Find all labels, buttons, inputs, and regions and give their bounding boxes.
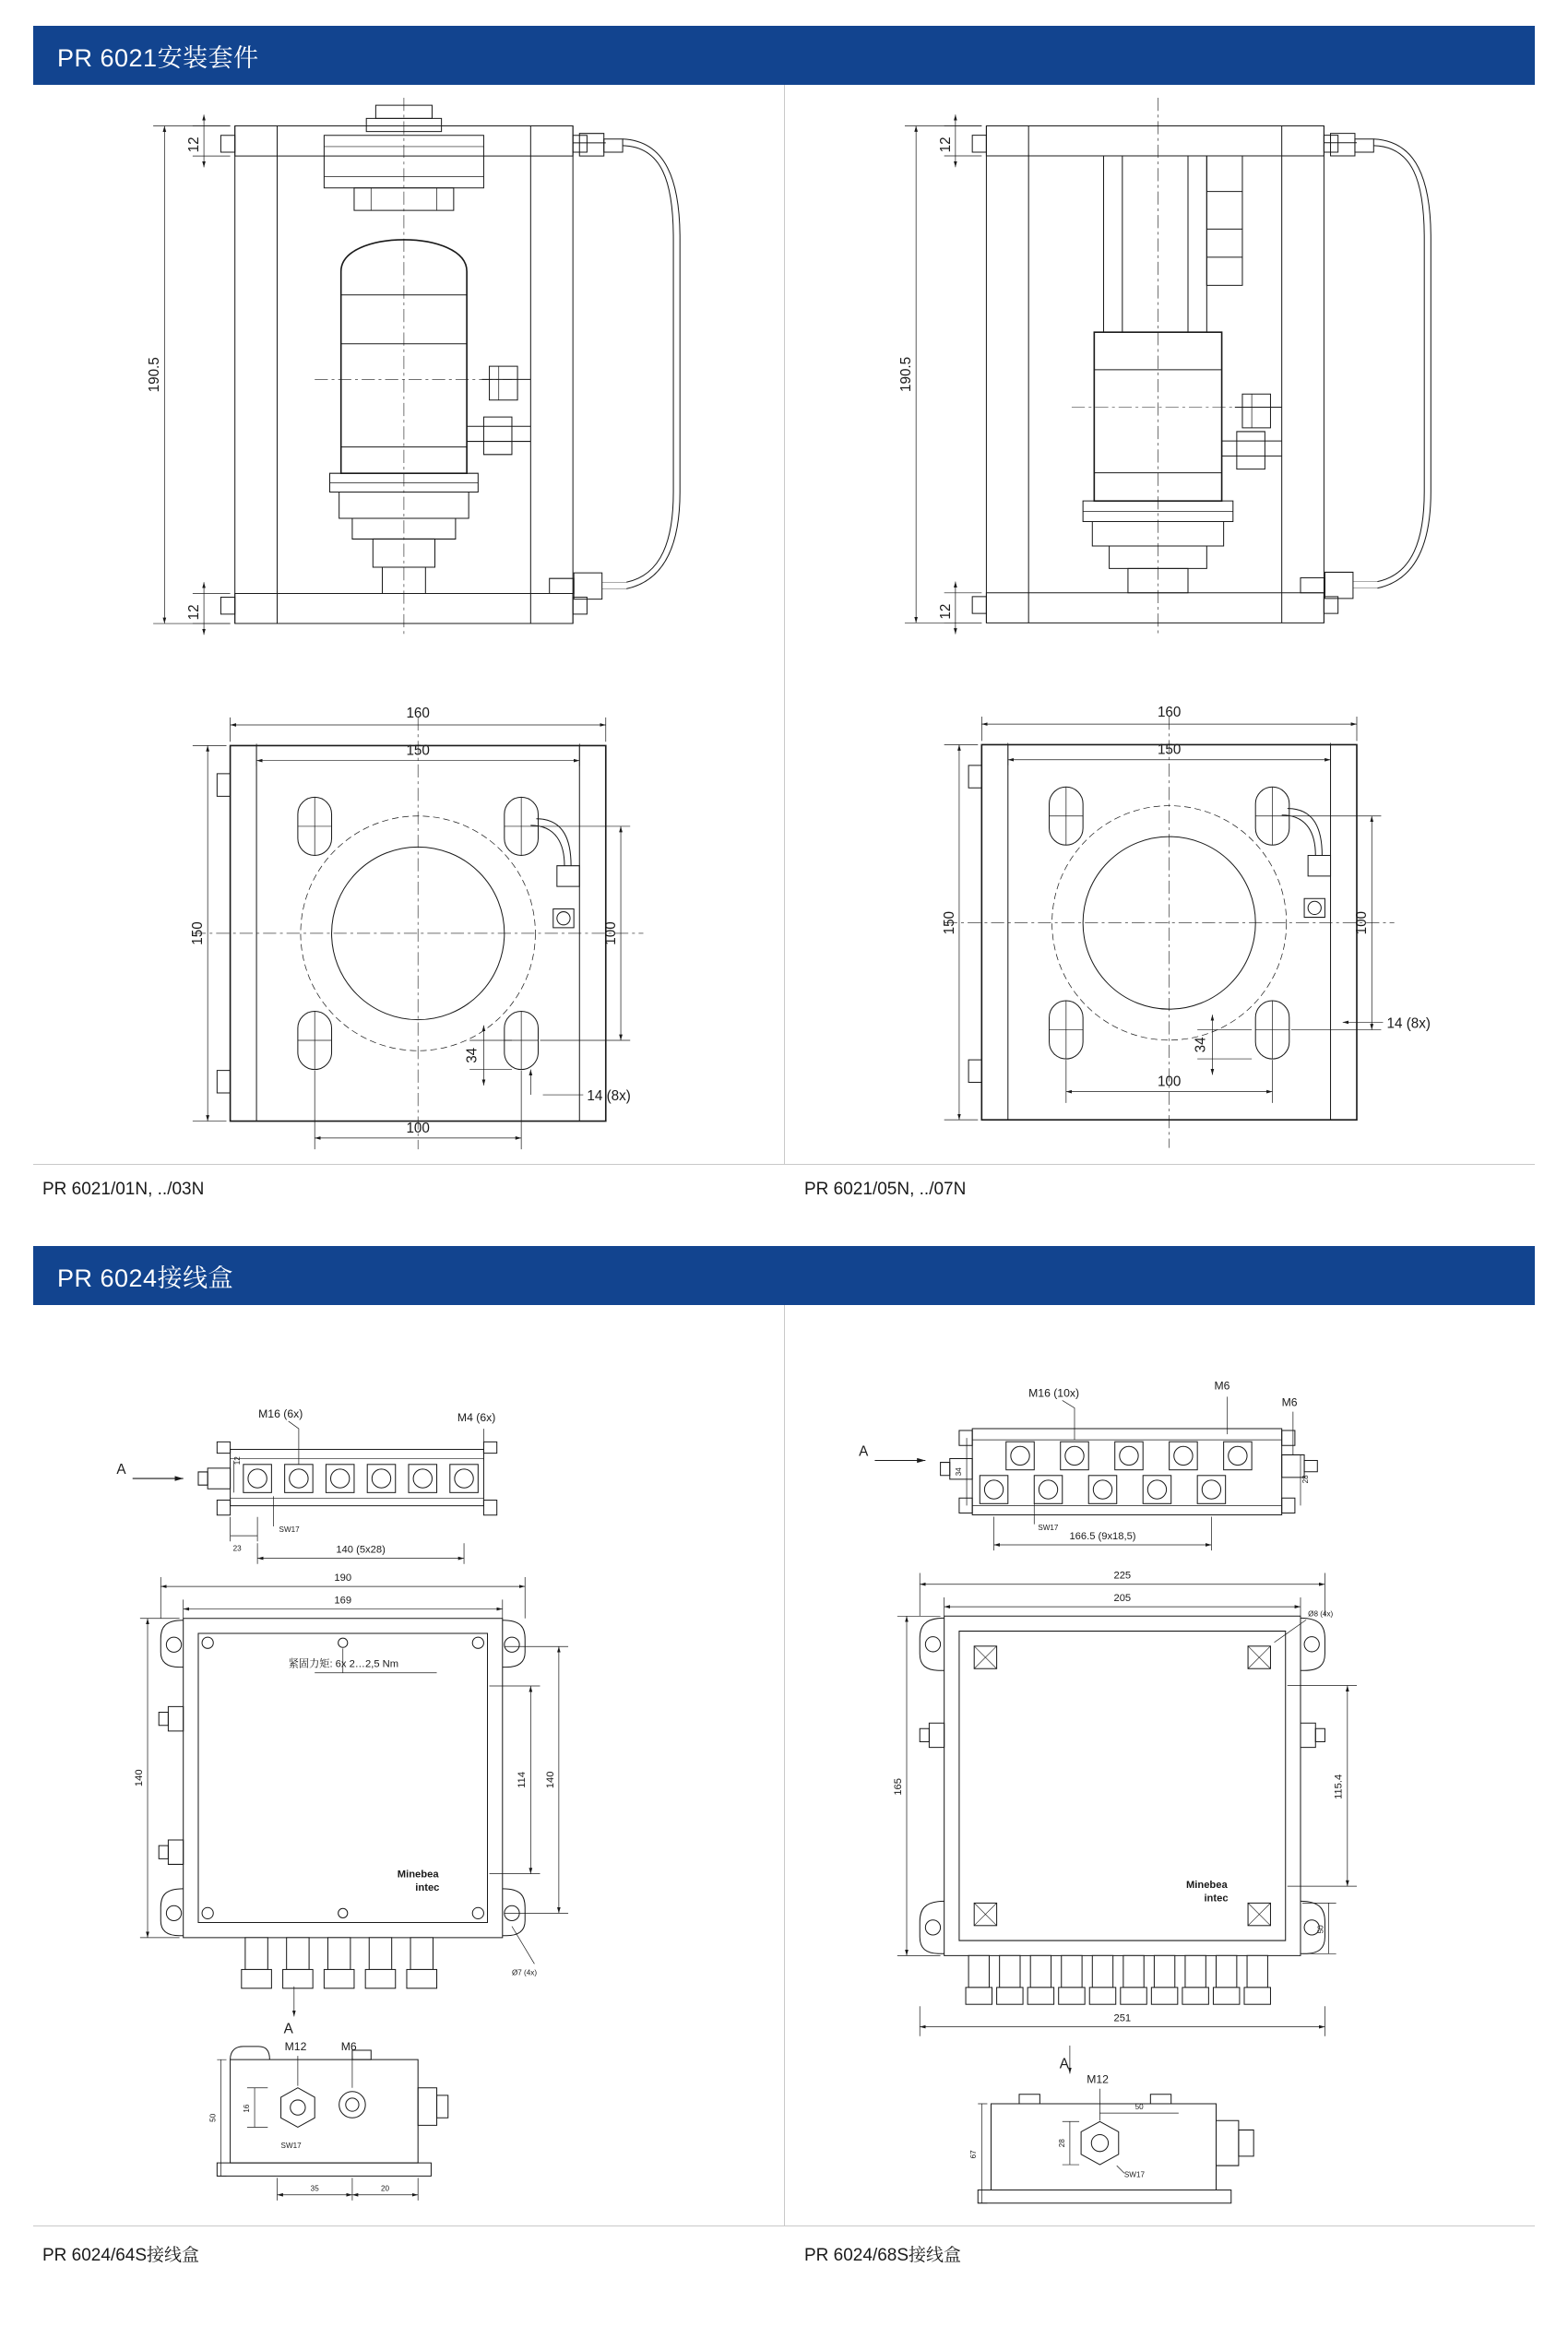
dim-140-right: 140: [544, 1771, 556, 1789]
section-title: PR 6024接线盒: [57, 1264, 234, 1292]
dim-150-top: 150: [406, 742, 430, 759]
dim-190-5: 190.5: [898, 356, 915, 392]
section-body-pr6024: [33, 1305, 1535, 2225]
label-m16-10x: M16 (10x): [1028, 1386, 1080, 1400]
dim-100-vertical: 100: [1354, 910, 1371, 935]
pr6021-05n-07n-drawing: [794, 98, 1526, 1157]
caption-row-pr6021: [33, 1165, 1535, 1207]
dim-67-side: 67: [969, 2150, 979, 2159]
brand-minebea: Minebea: [1185, 1880, 1228, 1892]
brand-intec: intec: [1204, 1893, 1229, 1905]
dim-190: 190: [334, 1573, 352, 1584]
label-sw17-side: SW17: [280, 2142, 302, 2151]
dim-bottom-12: 12: [185, 604, 202, 621]
dim-165: 165: [892, 1778, 904, 1796]
section-header-pr6024: [33, 1246, 1535, 1305]
section-pr6021: [33, 26, 1535, 1207]
figure-panel-pr6021-01n: [33, 85, 784, 1164]
pr6024-68s-drawing: [794, 1318, 1526, 2218]
dim-160: 160: [406, 705, 430, 721]
dim-28-side: 28: [1057, 2139, 1066, 2148]
dim-34-top: 34: [954, 1467, 963, 1477]
dim-100-vertical: 100: [602, 921, 619, 945]
view-mark-a-bottom: A: [1059, 2056, 1069, 2072]
dim-16-side: 16: [242, 2104, 251, 2113]
dim-225: 225: [1113, 1570, 1132, 1582]
dim-160: 160: [1157, 704, 1182, 720]
dim-251: 251: [1113, 2012, 1132, 2024]
view-mark-a-bottom: A: [283, 2021, 293, 2037]
dim-100-horizontal: 100: [406, 1120, 430, 1136]
dim-150-left: 150: [941, 910, 957, 935]
dim-50-side: 50: [1134, 2103, 1144, 2112]
pr6024-64s-drawing: [42, 1318, 775, 2219]
dim-115-4: 115.4: [1333, 1774, 1345, 1800]
dim-23: 23: [232, 1544, 242, 1553]
label-m6-1: M6: [1214, 1379, 1230, 1393]
caption-row-pr6024: [33, 2226, 1535, 2273]
dim-34: 34: [464, 1047, 481, 1063]
section-body-pr6021: [33, 85, 1535, 1165]
dim-100-horizontal: 100: [1157, 1074, 1182, 1090]
dim-205: 205: [1113, 1593, 1132, 1605]
caption-pr6021-01n: PR 6021/01N, ../03N: [42, 1180, 205, 1200]
label-m16-6x: M16 (6x): [258, 1407, 303, 1421]
dim-114: 114: [517, 1772, 529, 1789]
section-pr6024: [33, 1246, 1535, 2273]
caption-pr6024-64s: PR 6024/64S接线盒: [42, 2245, 200, 2265]
dim-150-left: 150: [190, 921, 207, 945]
dim-top-12: 12: [185, 136, 202, 153]
dim-hole-d: Ø8 (4x): [1308, 1609, 1334, 1619]
dim-34: 34: [1193, 1037, 1209, 1053]
dim-14-8x: 14 (8x): [587, 1088, 631, 1105]
dim-169: 169: [334, 1595, 352, 1607]
label-m6-side: M6: [340, 2040, 357, 2054]
figure-panel-pr6024-68s: [784, 1305, 1535, 2225]
brand-minebea: Minebea: [397, 1869, 439, 1881]
figure-panel-pr6024-64s: [33, 1305, 784, 2225]
view-mark-a-top: A: [116, 1462, 126, 1478]
view-mark-a-top: A: [859, 1443, 869, 1460]
dim-hole-d: Ø7 (4x): [511, 1968, 538, 1977]
dim-50: 50: [1316, 1925, 1325, 1934]
label-m6-2: M6: [1281, 1395, 1298, 1409]
dim-166-5: 166.5 (9x18,5): [1069, 1531, 1136, 1543]
dim-top-12: 12: [937, 136, 954, 153]
dim-12-small: 12: [232, 1456, 242, 1466]
dim-140-left: 140: [133, 1769, 145, 1787]
dim-150-top: 150: [1157, 742, 1182, 758]
label-m12-side: M12: [284, 2040, 307, 2054]
figure-panel-pr6021-05n: [784, 85, 1535, 1164]
label-sw17-top: SW17: [1038, 1524, 1059, 1533]
section-title: PR 6021安装套件: [57, 43, 259, 72]
dim-50-side: 50: [208, 2114, 218, 2123]
label-sw17-side: SW17: [1123, 2170, 1146, 2179]
label-m4-6x: M4 (6x): [457, 1411, 496, 1425]
note-torque: 紧固力矩: 6x 2…2,5 Nm: [288, 1658, 399, 1670]
brand-intec: intec: [415, 1882, 440, 1894]
label-sw17-top: SW17: [279, 1525, 300, 1535]
label-m12-side: M12: [1087, 2072, 1109, 2086]
dim-190-5: 190.5: [147, 357, 163, 393]
dim-140-5x28: 140 (5x28): [336, 1544, 386, 1556]
dim-20-side: 20: [381, 2184, 390, 2193]
section-header-pr6021: [33, 26, 1535, 85]
dim-28-top: 28: [1301, 1475, 1311, 1484]
dim-bottom-12: 12: [937, 603, 954, 620]
dim-14-8x: 14 (8x): [1386, 1015, 1431, 1032]
caption-pr6021-05n: PR 6021/05N, ../07N: [804, 1180, 967, 1200]
caption-pr6024-68s: PR 6024/68S接线盒: [804, 2245, 962, 2265]
pr6021-01n-03n-drawing: [42, 98, 775, 1158]
dim-35-side: 35: [310, 2184, 319, 2193]
